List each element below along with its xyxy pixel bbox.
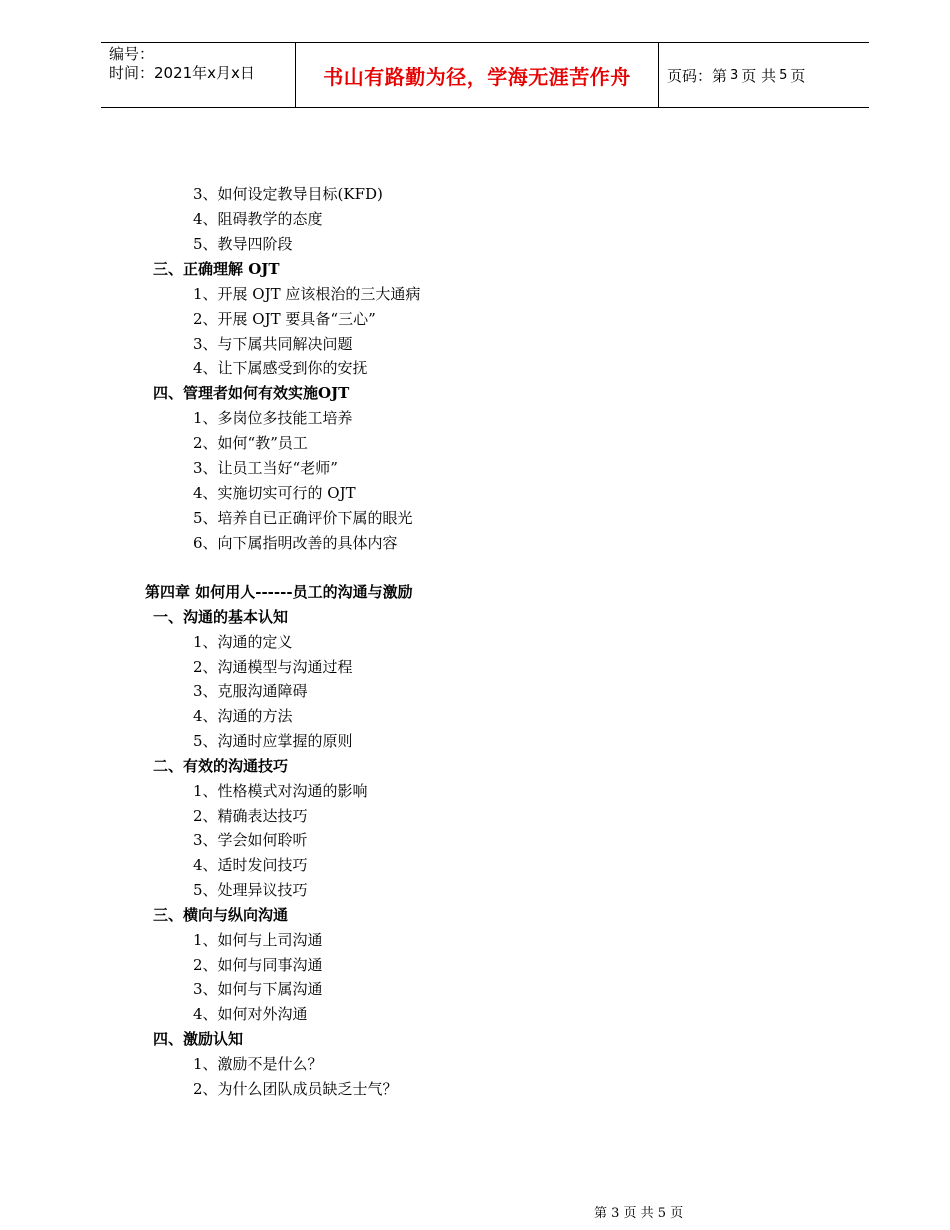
outline-item: 3、让员工当好“老师”: [193, 459, 338, 477]
section-heading: 一、沟通的基本认知: [153, 608, 289, 626]
section-heading: 三、正确理解 OJT: [153, 260, 280, 278]
outline-item: 1、激励不是什么？: [193, 1055, 323, 1073]
outline-item: 4、沟通的方法: [193, 707, 293, 725]
outline-item: 3、如何与下属沟通: [193, 980, 323, 998]
document-time: 时间：2021年x月x日: [109, 64, 255, 82]
header-motto: 书山有路勤为径，学海无涯苦作舟: [296, 43, 659, 107]
outline-item: 1、开展 OJT 应该根治的三大通病: [193, 285, 421, 303]
header-page-info: [659, 43, 869, 107]
outline-item: 2、为什么团队成员缺乏士气？: [193, 1080, 398, 1098]
outline-item: 2、如何与同事沟通: [193, 956, 323, 974]
outline-item: 2、精确表达技巧: [193, 807, 308, 825]
outline-item: 4、如何对外沟通: [193, 1005, 308, 1023]
outline-item: 2、沟通模型与沟通过程: [193, 658, 353, 676]
outline-item: 3、克服沟通障碍: [193, 682, 308, 700]
outline-item: 4、让下属感受到你的安抚: [193, 359, 368, 377]
section-heading: 二、有效的沟通技巧: [153, 757, 289, 775]
page-total: 5: [779, 67, 788, 83]
header-meta: [101, 43, 296, 107]
section-heading: 四、激励认知: [153, 1030, 244, 1048]
outline-item: 1、如何与上司沟通: [193, 931, 323, 949]
outline-item: 5、培养自已正确评价下属的眼光: [193, 509, 413, 527]
outline-item: 5、沟通时应掌握的原则: [193, 732, 353, 750]
page-current: 3: [730, 67, 739, 83]
document-number-label: 编号：: [109, 45, 155, 63]
outline-item: 1、性格模式对沟通的影响: [193, 782, 368, 800]
section-heading: 四、管理者如何有效实施OJT: [153, 384, 350, 402]
outline-item: 3、与下属共同解决问题: [193, 335, 353, 353]
page-suffix: 页: [790, 66, 806, 85]
page-footer: 第 3 页 共 5 页: [594, 1206, 684, 1221]
outline-item: 3、学会如何聆听: [193, 831, 308, 849]
outline-item: 4、实施切实可行的 OJT: [193, 484, 356, 502]
outline-item: 1、多岗位多技能工培养: [193, 409, 353, 427]
page-mid: 页 共: [741, 66, 777, 85]
outline-item: 5、处理异议技巧: [193, 881, 308, 899]
outline-item: 1、沟通的定义: [193, 633, 293, 651]
page-prefix: 页码：第: [667, 66, 728, 85]
outline-item: 3、如何设定教导目标(KFD): [193, 185, 383, 203]
outline-item: 6、向下属指明改善的具体内容: [193, 534, 398, 552]
page-header: [101, 42, 869, 108]
chapter-heading: 第四章 如何用人------员工的沟通与激励: [145, 583, 413, 601]
section-heading: 三、横向与纵向沟通: [153, 906, 289, 924]
outline-item: 2、开展 OJT 要具备“三心”: [193, 310, 376, 328]
outline-item: 5、教导四阶段: [193, 235, 293, 253]
outline-item: 4、适时发问技巧: [193, 856, 308, 874]
outline-item: 2、如何“教”员工: [193, 434, 308, 452]
outline-item: 4、阻碍教学的态度: [193, 210, 323, 228]
